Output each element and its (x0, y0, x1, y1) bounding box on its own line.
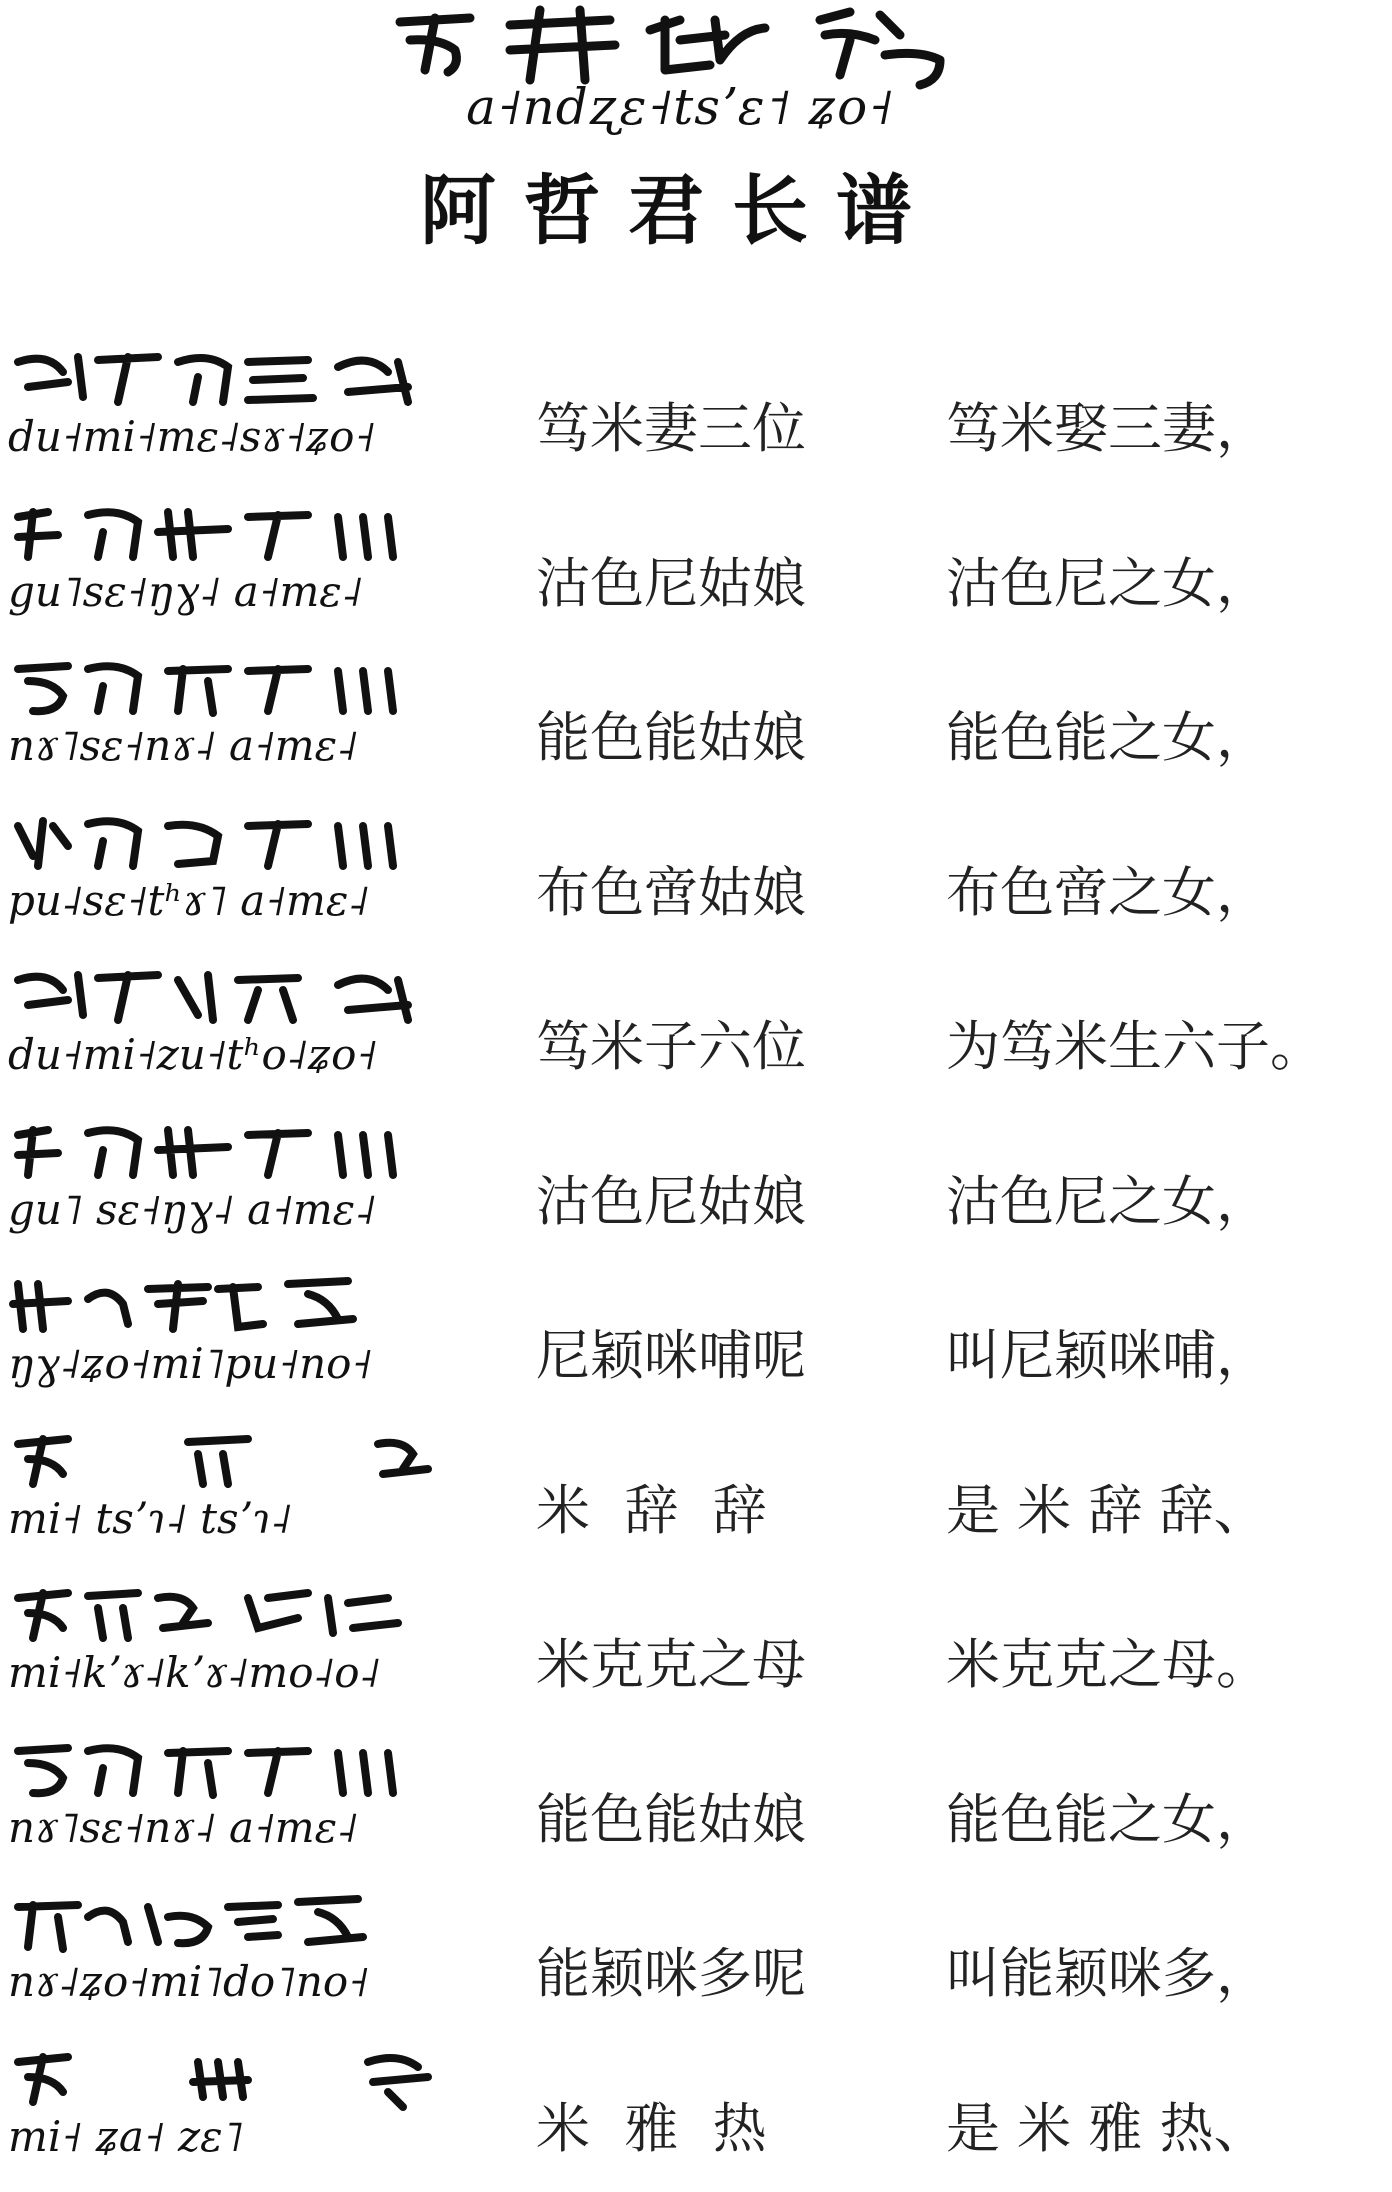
translation-text: 笃米娶三妻， (946, 397, 1270, 460)
translation-text: 能色能之女， (946, 1787, 1270, 1851)
verse-list (0, 338, 1392, 2192)
verse-row (0, 647, 1392, 802)
yi-script-title (380, 0, 1000, 90)
yi-script-line (8, 1115, 448, 1187)
page-header (0, 0, 1392, 260)
gloss-text: 能色能姑娘 (536, 706, 806, 769)
verse-row (0, 956, 1392, 1111)
translation-text: 叫能颖咪多， (946, 1942, 1270, 2005)
phonetic-line: du˧mi˧mɛ˨sɤ˧ʑo˧ (8, 412, 376, 461)
gloss-text: 布色啻姑娘 (536, 860, 806, 924)
yi-script-line (8, 806, 448, 878)
gloss-text: 米 辞 辞 (536, 1478, 767, 1542)
phonetic-title: a˧ndʐɛ˧tsʼɛ˦ ʑo˧ (466, 78, 894, 136)
verse-row (0, 338, 1392, 493)
yi-script-line (8, 2042, 448, 2114)
translation-text: 是 米 雅 热、 (946, 2096, 1268, 2160)
phonetic-line: mi˧kʼɤ˨kʼɤ˨mo˨o˨ (8, 1648, 381, 1697)
verse-row (0, 2038, 1392, 2192)
translation-text: 是 米 辞 辞、 (946, 1478, 1268, 1542)
phonetic-line: nɤ˥sɛ˧nɤ˨ a˧mɛ˨ (8, 1802, 358, 1852)
translation-text: 沽色尼之女， (946, 551, 1270, 615)
gloss-text: 笃米子六位 (536, 1015, 806, 1078)
gloss-text: 能色能姑娘 (536, 1787, 806, 1851)
yi-script-line (8, 1887, 448, 1959)
gloss-text: 能颖咪多呢 (536, 1942, 806, 2005)
phonetic-line: mi˧ tsʼɿ˨ tsʼɿ˨ (8, 1493, 292, 1543)
verse-row (0, 1420, 1392, 1575)
verse-row (0, 1265, 1392, 1420)
translation-text: 布色啻之女， (946, 860, 1270, 924)
verse-row (0, 1574, 1392, 1729)
verse-row (0, 493, 1392, 648)
phonetic-line: gu˥sɛ˧ŋɣ˨ a˧mɛ˨ (8, 566, 363, 616)
gloss-text: 沽色尼姑娘 (536, 1169, 806, 1233)
phonetic-line: du˧mi˧zu˧tʰo˨ʑo˧ (8, 1030, 378, 1079)
yi-script-line (8, 960, 448, 1032)
translation-text: 为笃米生六子。 (946, 1015, 1324, 1078)
yi-script-line (8, 1424, 448, 1496)
translation-text: 叫尼颖咪哺， (946, 1324, 1270, 1387)
verse-row (0, 1729, 1392, 1884)
phonetic-line: mi˧ ʑa˧ zɛ˥ (8, 2111, 244, 2161)
translation-text: 能色能之女， (946, 706, 1270, 769)
gloss-text: 沽色尼姑娘 (536, 551, 806, 615)
verse-row (0, 1883, 1392, 2038)
yi-script-line (8, 1578, 448, 1650)
translation-text: 沽色尼之女， (946, 1169, 1270, 1233)
gloss-text: 尼颖咪哺呢 (536, 1324, 806, 1387)
phonetic-line: gu˥ sɛ˧ŋɣ˨ a˧mɛ˨ (8, 1184, 376, 1234)
phonetic-line: ŋɣ˨ʑo˧mi˥pu˧no˧ (8, 1339, 373, 1388)
verse-row (0, 1111, 1392, 1266)
gloss-text: 笃米妻三位 (536, 397, 806, 460)
phonetic-line: nɤ˨ʑo˧mi˥do˥no˧ (8, 1957, 369, 2006)
phonetic-line: pu˨sɛ˧tʰɤ˥ a˧mɛ˨ (8, 875, 370, 925)
yi-script-line (8, 1733, 448, 1805)
yi-script-line (8, 651, 448, 723)
yi-script-line (8, 1269, 448, 1341)
verse-row (0, 802, 1392, 957)
translation-text: 米克克之母。 (946, 1633, 1270, 1696)
chinese-title: 阿哲君长谱 (420, 166, 940, 255)
phonetic-line: nɤ˥sɛ˧nɤ˨ a˧mɛ˨ (8, 721, 358, 770)
yi-script-line (8, 497, 448, 569)
yi-script-line (8, 342, 448, 414)
gloss-text: 米 雅 热 (536, 2096, 767, 2160)
gloss-text: 米克克之母 (536, 1633, 806, 1696)
